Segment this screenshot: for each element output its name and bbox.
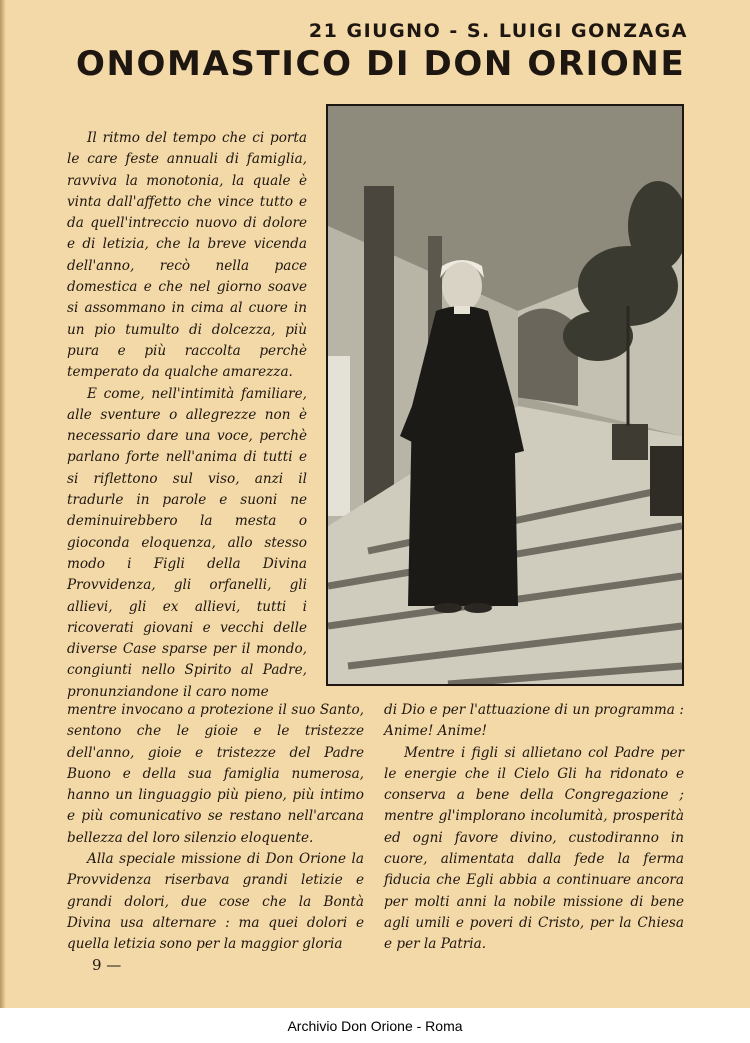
paragraph-2: E come, nell'intimità familiare, alle sventure o allegrezze non è necessario dare una voce, perchè parlano forte nell'anima di tutti e si riflettono sul viso, anzi il tradurle in parole e suoni ne deminuirebbero la mesta o gioconda eloquenza, allo stesso modo i Figli della Divina Provvidenza, gli orfanelli, gli allievi, gli ex allievi, tutti i ricoverati giovani e vecchi delle diverse Case sparse per il mondo, congiunti nello Spirito al Padre, pronunziandone il caro nome: [67, 385, 307, 700]
paragraph-4: Mentre i figli si allietano col Padre per le energie che il Cielo Gli ha ridonato e conserva a bene della Congregazione ; mentre gl'implorano incolumità, prosperità ed ogni favore divino, custodiranno in cuore, alimentata dalla fede la ferma fiducia che Egli abbia a continuare ancora per molti anni la nobile missione di bene agli umili e poveri di Cristo, per la Chiesa e per la Patria.: [384, 744, 684, 953]
paragraph-2-continued: mentre invocano a protezione il suo Santo, sentono che le gioie e le tristezze dell'anno, gioie e tristezze del Padre Buono e della sua famiglia numerosa, hanno un linguaggio più pieno, più intimo e più comunicativo se restano nell'arcana bellezza del loro silenzio eloquente.: [67, 702, 364, 846]
article-column-right: [384, 700, 684, 956]
header-date: 21 GIUGNO - S. LUIGI GONZAGA: [308, 20, 688, 42]
paragraph-3-continued: di Dio e per l'attuazione di un programma : Anime! Anime!: [384, 702, 684, 740]
article-column-left-top: [67, 128, 307, 703]
page-edge: [0, 0, 6, 1043]
archive-caption: Archivio Don Orione - Roma: [287, 1018, 463, 1034]
photo-illustration: [328, 106, 682, 684]
article-column-left-bottom: [67, 700, 364, 956]
photo-don-orione: [326, 104, 684, 686]
paragraph-3: Alla speciale missione di Don Orione la Provvidenza riserbava grandi letizie e grandi dolori, due cose che la Bontà Divina usa alternare : ma quei dolori e quella letizia sono per la maggior gloria: [67, 851, 364, 953]
page-title: ONOMASTICO DI DON ORIONE: [76, 44, 686, 84]
page-number: 9 —: [92, 956, 122, 974]
paragraph-1: Il ritmo del tempo che ci porta le care feste annuali di famiglia, ravviva la monotonia, la quale è vinta dall'affetto che vince tutto e da quell'intreccio nuovo di dolore e di letizia, che la breve vicenda dell'anno, recò nella pace domestica e che nel giorno soave si assommano in cima al cuore in un pio tumulto di dolcezza, più pura e più raccolta perchè temperato da qualche amarezza.: [67, 130, 307, 381]
